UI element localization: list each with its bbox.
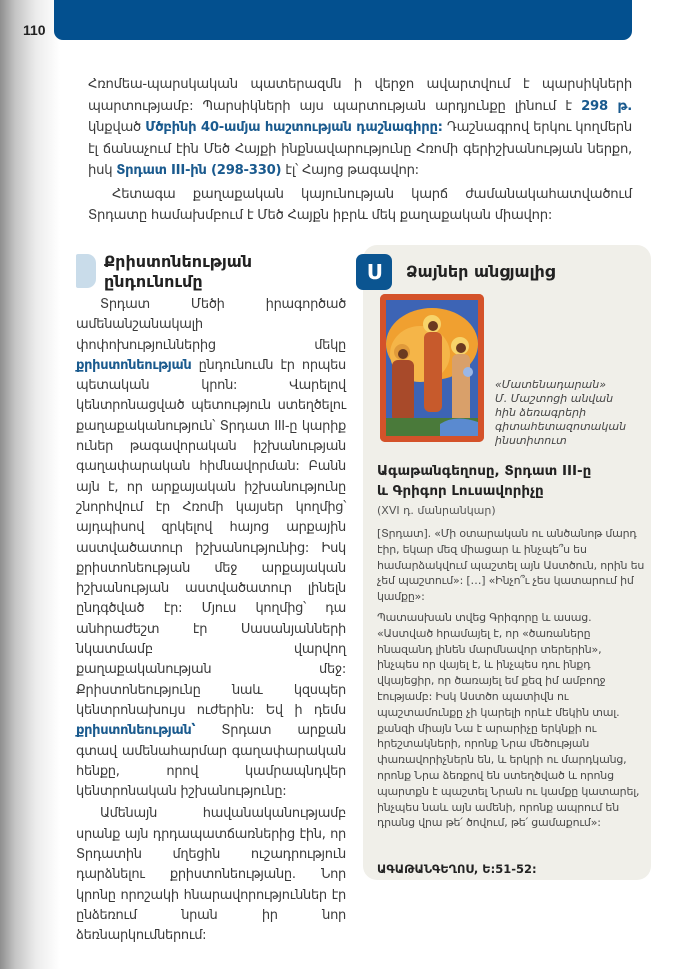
section-body xyxy=(76,295,346,947)
highlighted-term: Մծբինի 40-ամյա հաշտության դաշնագիրը: xyxy=(145,120,443,135)
section-marker xyxy=(76,254,96,288)
section-paragraph-2: Ամենայն հավանականությամբ սրանք այն դրդապատճառներից էին, որ Տրդատին մղեցին ուշադրություն դարձնելու քրիստոնեությանը. Նոր կրոնը որոշակի հնարավորություններ էր ընձեռում նրան իր նոր ձեռնարկումներում: xyxy=(76,806,346,944)
artwork-title xyxy=(377,461,645,501)
quote-source: ԱԳԱԹԱՆԳԵՂՈՍ, Ե:51-52: xyxy=(377,862,537,876)
box-title: Ձայներ անցյալից xyxy=(406,262,556,281)
text-run: կնքված xyxy=(88,120,146,135)
section-title-line-2: ընդունումը xyxy=(104,272,203,291)
intro-text xyxy=(88,74,632,227)
page-number: 110 xyxy=(23,22,46,38)
box-badge: Ս xyxy=(356,254,392,290)
intro-paragraph-1 xyxy=(88,74,632,182)
artwork-subtitle: (XVI դ. մանրանկար) xyxy=(377,504,496,517)
highlighted-term: քրիստոնեության xyxy=(76,357,192,373)
historical-quote xyxy=(377,526,645,831)
text-run: Տրդատ արքան գտավ ամենահարմար գաղափարական հենքը, որով կամրապնդվեր կենտրոնական իշխանությունը: xyxy=(76,723,346,800)
image-caption xyxy=(495,378,645,448)
section-title xyxy=(104,252,304,292)
miniature-illustration xyxy=(380,294,484,442)
text-run: Հռոմեա-պարսկական պատերազմն ի վերջո ավարտվում է պարսիկների պարտությամբ: Պարսիկների այս պարտության արդյունքը լինում է xyxy=(88,77,632,114)
text-run: ընդունումն էր որպես պետական կրոն: Վարելով կենտրոնացված պետություն ստեղծելու քաղաքականություն՝ Տրդատ III-ը կարիք ուներ թագավորական իշխանության գաղափարական հիմնավորման: Բանն այն է, որ արքայական իշխանությունը շնորհվում էր Հռոմի կայսեր կողմից՝ այդպիսով զրկելով հայոց արքային աստվածատուր իշխանությունից: Իսկ քրիստոնեության մեջ արքայական իշխանության աստվածատուր լինելն ընդգծված էր: Մյուս կողմից՝ դա անհրաժեշտ էր Սասանյանների նկատմամբ վարվող քաղաքականության մեջ: Քրիստոնեությունը նաև կզսպեր կենտրոնախույս ուժերին: Եվ ի դեմս xyxy=(76,357,346,718)
artwork-title-line-1: Ագաթանգեղոսը, Տրդատ III-ը xyxy=(377,463,592,479)
quote-paragraph-1: [Տրդատ]. «Մի օտարական ու անծանոթ մարդ էիր, եկար մեզ միացար և ինչպե՞ս ես համարձակվում պաշտել այն Աստծուն, որին ես չեմ պաշտում»: […] «Ինչո՞ւ չես կատարում իմ կամքը»: xyxy=(377,527,645,604)
text-run: էլ՝ Հայոց թագավոր: xyxy=(281,163,419,178)
header-bar xyxy=(54,0,632,40)
highlighted-term: Տրդատ III-ին (298-330) xyxy=(116,163,282,178)
intro-paragraph-2: Հետագա քաղաքական կայունության կարճ ժամանակահատվածում Տրդատը համախմբում է Մեծ Հայքն իբրև մեկ քաղաքական միավոր: xyxy=(88,186,632,223)
caption-line: «Մատենադարան» xyxy=(495,378,607,391)
caption-line: Մ. Մաշտոցի անվան xyxy=(495,392,614,405)
highlighted-term: քրիստոնեության՝ xyxy=(76,723,196,739)
artwork-title-line-2: և Գրիգոր Լուսավորիչը xyxy=(377,483,544,499)
section-title-line-1: Քրիստոնեության xyxy=(104,252,253,271)
text-run: Դաշնագրով երկու կողմերն էլ ճանաչում էին Մեծ Հայքի ինքնավարությունը Հռոմի գերիշխանության ներքո, իսկ xyxy=(88,120,633,178)
section-paragraph-1 xyxy=(76,295,346,802)
caption-line: գիտահետազոտական xyxy=(495,420,627,433)
caption-line: ինստիտուտ xyxy=(495,434,567,447)
miniature-painting-image xyxy=(380,294,484,442)
quote-paragraph-2: Պատասխան տվեց Գրիգորը և ասաց. «Աստված հրամայել է, որ «ծառաները հնազանդ լինեն մարմնավոր տերերին», ինչպես որ վայել է, և ինչպես դու ինքդ վկայեցիր, որ ծառայել եմ քեզ իմ ամբողջ էությամբ: Իսկ Աստծո պատիվն ու պաշտամունքը չի կարելի որևէ մեկին տալ. քանզի միայն Նա է արարիչը երկնքի ու հրեշտակների, որոնք Նրա մեծության փառավորիչներն են, և երկրի ու մարդկանց, որոնք Նրա ձեռքով են ստեղծված և որոնց պարտքն է պաշտել Նրան ու կամքը կատարել, ինչպես նաև այն ամենի, որոնք ապրում են դրանց վրա թե՛ ծովում, թե՛ ցամաքում»: xyxy=(377,610,640,830)
caption-line: հին ձեռագրերի xyxy=(495,406,587,419)
book-spine-shadow xyxy=(0,0,60,969)
text-run: Տրդատ Մեծի իրագործած ամենանշանակալի փոփոխություններից մեկը xyxy=(76,297,346,353)
highlighted-term: 298 թ. xyxy=(581,98,632,114)
